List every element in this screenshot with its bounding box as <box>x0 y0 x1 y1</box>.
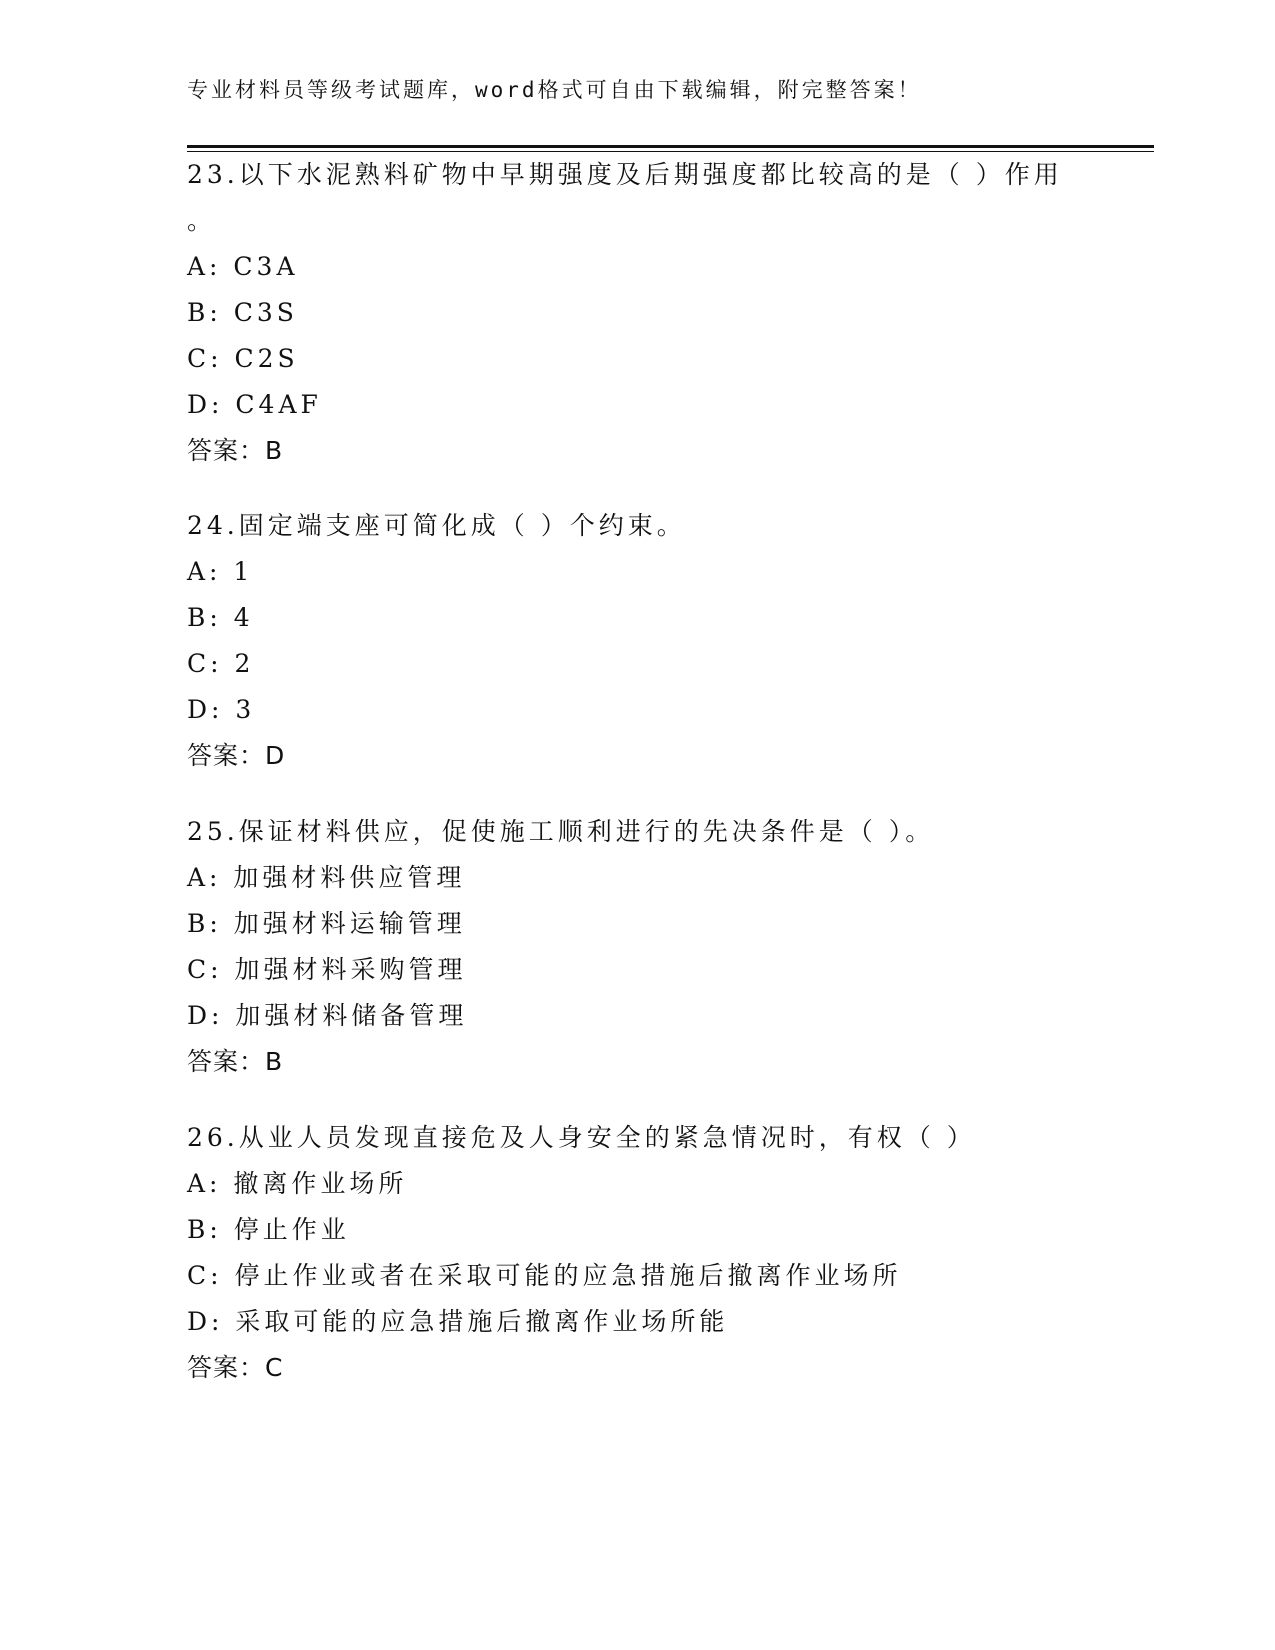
question-23 <box>187 152 1067 474</box>
option-c: C: 2 <box>187 649 255 678</box>
header-rule-thick <box>187 145 1154 148</box>
question-25 <box>187 809 1067 1085</box>
option-a: A: C3A <box>187 252 299 281</box>
document-header: 专业材料员等级考试题库，word格式可自由下载编辑，附完整答案！ <box>187 78 922 102</box>
option-d: D: 加强材料储备管理 <box>187 1001 468 1030</box>
option-a: A: 加强材料供应管理 <box>187 863 466 892</box>
option-c: C: 停止作业或者在采取可能的应急措施后撤离作业场所 <box>187 1261 902 1290</box>
question-26 <box>187 1115 1067 1391</box>
option-b: B: C3S <box>187 298 298 327</box>
option-d: D: 3 <box>187 695 256 724</box>
answer: 答案：C <box>187 1353 284 1382</box>
option-a: A: 撤离作业场所 <box>187 1169 408 1198</box>
option-d: D: C4AF <box>187 390 322 419</box>
question-stem: 26.从业人员发现直接危及人身安全的紧急情况时，有权（ ） <box>187 1123 976 1152</box>
answer: 答案：B <box>187 436 284 465</box>
question-stem: 23.以下水泥熟料矿物中早期强度及后期强度都比较高的是（ ）作用 <box>187 160 1063 189</box>
option-c: C: 加强材料采购管理 <box>187 955 467 984</box>
answer: 答案：D <box>187 741 286 770</box>
answer: 答案：B <box>187 1047 284 1076</box>
question-24 <box>187 503 1067 779</box>
option-b: B: 停止作业 <box>187 1215 350 1244</box>
question-stem-continued: 。 <box>187 206 217 235</box>
option-d: D: 采取可能的应急措施后撤离作业场所能 <box>187 1307 729 1336</box>
option-c: C: C2S <box>187 344 299 373</box>
option-b: B: 加强材料运输管理 <box>187 909 466 938</box>
option-a: A: 1 <box>187 557 254 586</box>
question-stem: 25.保证材料供应，促使施工顺利进行的先决条件是（ ）。 <box>187 817 935 846</box>
question-stem: 24.固定端支座可简化成（ ）个约束。 <box>187 511 686 540</box>
option-b: B: 4 <box>187 603 254 632</box>
